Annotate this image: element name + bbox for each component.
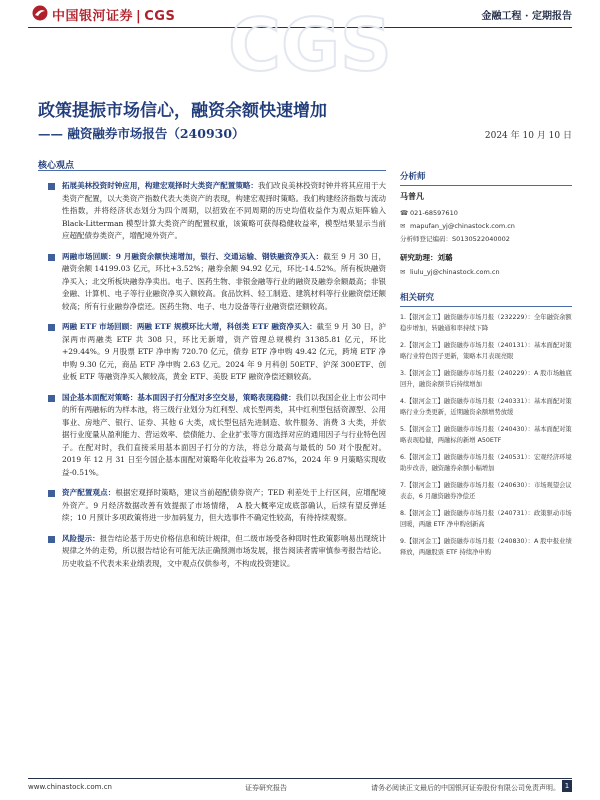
brand-logo-text: 中国银河证券 | CGS xyxy=(52,9,176,24)
related-research xyxy=(400,291,572,558)
svg-text:CGS: CGS xyxy=(228,3,392,87)
bullet-point xyxy=(48,533,386,571)
related-report-link[interactable]: 7.【银河金工】融资融券市场月报（240630）：市场观望会议表态，6 月融资融券净偿还 xyxy=(400,482,572,500)
footer-website[interactable]: www.chinastock.com.cn xyxy=(28,783,112,791)
bullet-text: 报告结论基于历史价格信息和统计规律，但二级市场受各种即时性政策影响易出现统计规律之外的走势，所以报告结论有可能无法正确预测市场发展，报告阅读者需审慎参考报告结论。历史收益不代表未来业绩表现，文中观点仅供参考，不构成投资建议。 xyxy=(62,533,387,568)
bullet-heading: 两融市场回顾：9 月融资余额快速增加，银行、交通运输、钢铁融资净买入： xyxy=(62,251,324,261)
bullet-text: 截至 9 月 30 日，沪深两市两融类 ETF 共 308 只，环比无新增，资产管理总规模约 31385.81 亿元，环比+29.44%。9 月股票 ETF 净申购 720.70 亿元，债券 ETF 净申购 49.42 亿元，跨境 ETF 净申购 9.30 亿元，商品 ETF 净申购 2.63 亿元。2024 年 9 月科创 50ETF、沪深 300ETF、创业板 ETF 等融资净买入额较高，黄金 ETF、美股 ETF 融资净偿还额较高。 xyxy=(62,322,386,381)
bullet-point xyxy=(48,392,386,480)
analyst-email[interactable]: ✉ mapufan_yj@chinastock.com.cn xyxy=(400,220,572,233)
bullet-heading: 风险提示： xyxy=(62,533,100,543)
related-report-link[interactable]: 3.【银河金工】融资融券市场月报（240229）：A 股市场触底回升，融资余额节后持续增加 xyxy=(400,370,572,388)
related-report-link[interactable]: 5.【银河金工】融资融券市场月报（240430）：基本面配对策略表现稳健，两融标的新增 A50ETF xyxy=(400,426,572,444)
square-bullet-icon xyxy=(48,254,55,261)
square-bullet-icon xyxy=(48,536,55,543)
report-date: 2024 年 10 月 10 日 xyxy=(484,131,572,141)
bullet-text: 我们以我国企业上市公司中的所有两融标的为样本池，将三级行业划分为红利型、成长型两类，其中红利型包括资源型、公用事业、房地产、银行、证券、其他 6 大类，成长型包括先进制造、软件服务、消费 3 大类，并依据行业度量从盈利能力、营运效率、偿债能力、企业扩张等方面选择对应的通用因子与行业特色因子。在配对时，我们直接采用基本面因子打分的方法，将总分最高与最低的 50 对个股配对。2019 年 12 月 31 日至今国企基本面配对策略年化收益率为 26.87%，2024 年 9 月策略实现收益-0.51%。 xyxy=(62,392,387,477)
phone-icon: ☎ xyxy=(400,209,409,217)
related-report-link[interactable]: 8.【银河金工】融资融券市场月报（240731）：政策驱动市场回暖，两融 ETF 净申购创新高 xyxy=(400,510,572,528)
related-report-link[interactable]: 6.【银河金工】融资融券市场月报（240531）：宏观经济环境助步改善，融资融券余额小幅增加 xyxy=(400,454,572,472)
related-report-link[interactable]: 2.【银河金工】融资融券市场月报（240131）：基本面配对策略行业特色因子更新，策略本月表现亮眼 xyxy=(400,342,572,360)
report-title: 政策提振市场信心，融资余额快速增加 xyxy=(38,101,327,121)
footer-divider xyxy=(28,778,572,779)
bullet-text: 我们改良美林投资时钟并将其应用于大类资产配置，以大类资产指数代表大类资产的表现，构建宏观择时策略。我们构建经济指数与流动性指数，并将经济状态划分为四个周期，以招致在不同周期的历史均值收益作为观点矩阵输入 Black-Litterman 模型计算大类资产的配置权重，该策略可获得稳健收益率，模型结果显示当前应超配债券类资产，增配境外资产。 xyxy=(62,181,387,240)
footer-report-label: 证券研究报告 xyxy=(245,784,287,792)
square-bullet-icon xyxy=(48,324,55,331)
square-bullet-icon xyxy=(48,395,55,402)
bullet-text: 根据宏观择时策略，建议当前超配债券资产；TED 利差处于上行区间，应增配境外资产。9 月经济数据改善有效提振了市场情绪， A 股大概率定成底部确认，后续有望反弹延续；10 月预计多项政策将进一步加码复力，但大选事件不确定性较高，有待持续观察。 xyxy=(62,488,386,522)
assistant-email[interactable]: ✉ liulu_yj@chinastock.com.cn xyxy=(400,266,572,279)
bullet-point xyxy=(48,487,386,525)
related-report-link[interactable]: 4.【银河金工】融资融券市场月报（240331）：基本面配对策略行业分类更新，近期融资余额增势放缓 xyxy=(400,398,572,416)
bullet-point xyxy=(48,180,386,243)
related-report-link[interactable]: 1.【银河金工】融资融券市场月报（232229）：全年融资余额稳步增加，转融通和率持续下降 xyxy=(400,314,572,332)
research-assistant: 研究助理：刘璐 xyxy=(400,253,453,262)
square-bullet-icon xyxy=(48,183,55,190)
core-views-label: 核心观点 xyxy=(38,161,75,171)
sidebar xyxy=(400,170,572,564)
email-icon: ✉ xyxy=(400,268,406,276)
analyst-heading: 分析师 xyxy=(400,170,572,186)
square-bullet-icon xyxy=(48,490,55,497)
footer-disclaimer: 请务必阅读正文最后的中国银河证券股份有限公司免责声明。 xyxy=(371,784,560,792)
email-icon: ✉ xyxy=(400,222,406,230)
page-number: 1 xyxy=(562,780,572,792)
section-divider xyxy=(38,170,386,171)
bullet-point xyxy=(48,321,386,384)
report-subtitle: —— 融资融券市场报告（240930） xyxy=(38,126,245,141)
report-type-label: 金融工程 · 定期报告 xyxy=(481,11,572,22)
bullet-point xyxy=(48,251,386,314)
bullet-heading: 两融 ETF 市场回顾：两融 ETF 规模环比大增，科创类 ETF 融资净买入： xyxy=(62,322,317,331)
related-research-heading: 相关研究 xyxy=(400,291,572,307)
bullet-heading: 资产配置观点： xyxy=(62,488,116,497)
analyst-cert: 分析师登记编码：S0130522040002 xyxy=(400,235,510,243)
bullet-heading: 拓展美林投资时钟应用，构建宏观择时大类资产配置策略： xyxy=(62,181,258,190)
bullet-heading: 国企基本面配对策略：基本面因子打分配对多空交易，策略表现稳健： xyxy=(62,392,296,402)
cgs-watermark xyxy=(228,0,392,90)
analyst-name: 马普凡 xyxy=(400,192,424,201)
bullet-text: 截至 9 月 30 日，融资余额 14199.03 亿元，环比+3.52%；融券余额 94.92 亿元，环比-14.52%。所有板块融资净买入；北交所板块融券净卖出。电子、医药生物、非银金融等行业的融资及融券余额最高；非银金融、计算机、电子等行业融资净买入额较高。食品饮料、轻工制造、建筑材料等行业融资偿还额较高；所有行业融券净偿还。医药生物、电子、电力设备等行业融资偿还额较高。 xyxy=(62,251,386,311)
analyst-phone: ☎ 021-68597610 xyxy=(400,207,572,220)
core-views-body xyxy=(48,180,386,578)
related-report-link[interactable]: 9.【银河金工】融资融券市场月报（240830）：A 股中报业绩释放，两融股票 ETF 持续净申购 xyxy=(400,538,572,556)
cgs-logo-icon xyxy=(32,5,48,21)
